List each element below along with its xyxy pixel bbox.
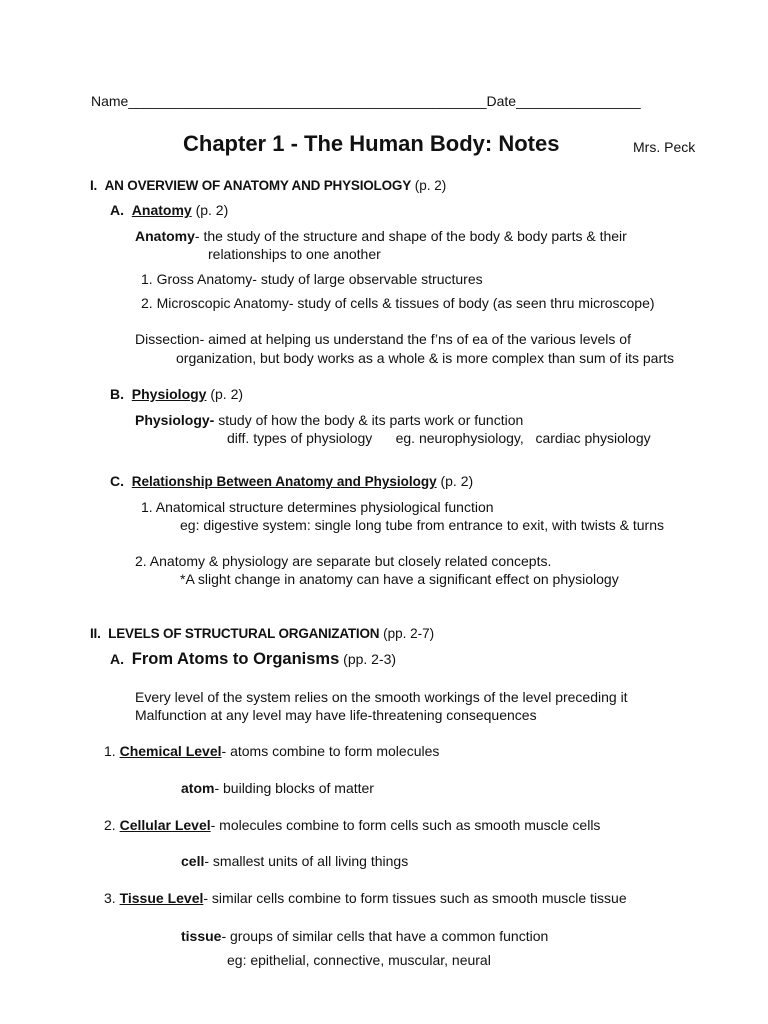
definition-term: Anatomy [135,228,195,244]
physiology-types: diff. types of physiology eg. neurophysiology, cardiac physiology [227,430,651,446]
level-item [104,742,439,760]
levels-intro-line2: Malfunction at any level may have life-threatening consequences [135,707,537,723]
dissection-text-cont: organization, but body works as a whole & is more complex than sum of its parts [176,350,675,366]
level-item [104,889,627,907]
level-number: 1. [104,743,116,759]
section1-heading [90,177,446,195]
name-date-line: Name______________________________________________Date________________ [91,93,641,109]
subsection-1b-heading [110,385,243,403]
tissue-examples: eg: epithelial, connective, muscular, neural [227,952,491,968]
subsection-letter: A. [110,651,124,667]
level-term [181,852,408,870]
section2-page: (pp. 2-7) [383,626,435,641]
gross-anatomy-item: 1. Gross Anatomy- study of large observable structures [141,271,483,287]
level-description: - similar cells combine to form tissues such as smooth muscle tissue [203,890,627,906]
level-number: 2. [104,817,116,833]
subsection-label: From Atoms to Organisms [131,650,340,668]
section1-title: AN OVERVIEW OF ANATOMY AND PHYSIOLOGY [104,178,412,193]
definition-term: Physiology- [135,412,215,428]
term-name: atom [181,780,215,796]
subsection-page: (p. 2) [195,202,229,218]
level-description: - atoms combine to form molecules [221,743,440,759]
section1-page: (p. 2) [414,178,447,193]
subsection-1c-heading [110,472,473,491]
subsection-1a-heading [110,201,228,219]
relationship-item-1: 1. Anatomical structure determines physiological function [141,499,494,515]
anatomy-definition [135,227,627,245]
level-number: 3. [104,890,116,906]
definition-text: study of how the body & its parts work or function [214,412,524,428]
section2-heading [90,625,434,643]
term-name: cell [181,853,205,869]
term-definition: - groups of similar cells that have a common function [221,928,549,944]
relationship-item-1-example: eg: digestive system: single long tube from entrance to exit, with twists & turns [180,517,664,533]
subsection-page: (p. 2) [210,386,244,402]
subsection-label: Anatomy [131,202,192,218]
term-definition: - smallest units of all living things [204,853,409,869]
level-term [181,779,374,797]
levels-intro-line1: Every level of the system relies on the smooth workings of the level preceding it [135,689,628,705]
definition-text: - the study of the structure and shape of the body & body parts & their [194,228,627,244]
subsection-label: Relationship Between Anatomy and Physiology [131,474,437,489]
level-description: - molecules combine to form cells such as smooth muscle cells [210,817,601,833]
level-name: Cellular Level [119,817,211,833]
term-name: tissue [181,928,222,944]
level-name: Chemical Level [119,743,222,759]
anatomy-definition-cont: relationships to one another [208,246,381,262]
subsection-label: Physiology [131,386,207,402]
term-definition: - building blocks of matter [214,780,374,796]
subsection-letter: B. [110,386,124,402]
section2-numeral: II. [90,626,101,641]
level-item [104,816,600,834]
subsection-page: (pp. 2-3) [343,651,397,667]
subsection-letter: A. [110,202,124,218]
physiology-definition [135,411,523,429]
section2-title: LEVELS OF STRUCTURAL ORGANIZATION [108,626,380,641]
level-name: Tissue Level [119,890,204,906]
relationship-item-2-note: *A slight change in anatomy can have a significant effect on physiology [180,571,619,587]
level-term [181,927,548,945]
dissection-text: Dissection- aimed at helping us understand the f’ns of ea of the various levels of [135,331,631,347]
subsection-page: (p. 2) [440,473,474,489]
teacher-name: Mrs. Peck [633,139,696,155]
section1-numeral: I. [90,178,98,193]
subsection-2a-heading [110,650,396,668]
microscopic-anatomy-item: 2. Microscopic Anatomy- study of cells & tissues of body (as seen thru microscope) [141,295,655,311]
subsection-letter: C. [110,473,124,489]
relationship-item-2: 2. Anatomy & physiology are separate but closely related concepts. [135,553,552,569]
page-title: Chapter 1 - The Human Body: Notes [183,131,560,156]
